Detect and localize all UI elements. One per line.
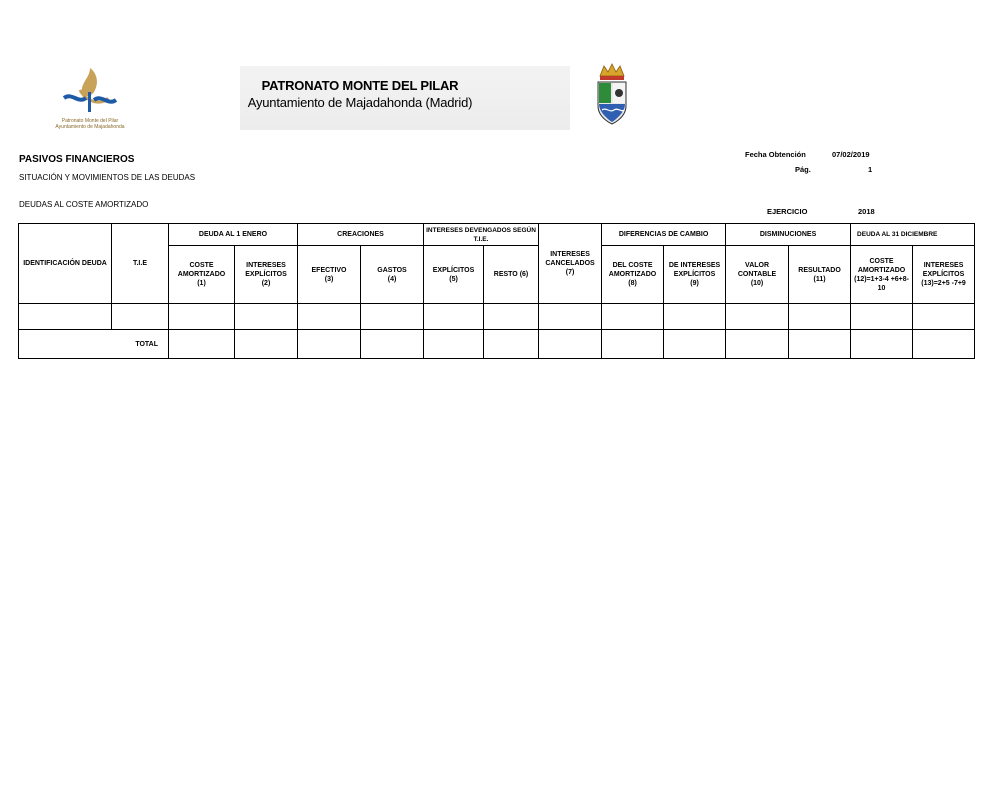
col-label: VALOR CONTABLE	[737, 262, 777, 278]
col-num: (3)	[324, 275, 334, 283]
col-resultado-11	[789, 246, 851, 304]
debt-table	[18, 223, 975, 359]
col-gastos-4	[361, 246, 424, 304]
col-num: (9)	[690, 280, 699, 287]
col-num: (10)	[750, 280, 764, 287]
col-num: (1)	[197, 280, 206, 287]
table-cell	[726, 330, 789, 359]
table-cell	[424, 330, 484, 359]
col-coste-amortizado-1	[169, 246, 235, 304]
table-cell	[112, 304, 169, 330]
table-cell	[19, 304, 112, 330]
table-cell	[602, 304, 664, 330]
table-cell	[361, 304, 424, 330]
total-label: TOTAL	[19, 330, 169, 359]
col-intereses-cancelados-num: (7)	[565, 269, 575, 276]
col-identificacion-deuda: IDENTIFICACIÓN DEUDA	[19, 224, 112, 304]
coat-of-arms-icon	[592, 62, 632, 132]
col-intereses-cancelados	[539, 224, 602, 304]
date-value: 07/02/2019	[832, 150, 870, 159]
col-intereses-cancelados-label: INTERESES CANCELADOS	[545, 251, 595, 267]
col-del-coste-amortizado-8	[602, 246, 664, 304]
col-de-intereses-explicitos-9	[664, 246, 726, 304]
col-num: (4)	[387, 275, 397, 283]
col-num: (5)	[449, 275, 458, 283]
col-num: (8)	[628, 280, 637, 287]
col-num: (12)=1+3-4 +6+8-10	[854, 275, 909, 292]
table-cell	[298, 330, 361, 359]
col-resto-6: RESTO (6)	[484, 246, 539, 304]
col-label: EXPLÍCITOS	[432, 266, 475, 274]
col-explicitos-5	[424, 246, 484, 304]
year-label: EJERCICIO	[767, 207, 808, 216]
group-creaciones: CREACIONES	[298, 224, 424, 246]
group-deuda-diciembre: DEUDA AL 31 DICIEMBRE	[851, 224, 975, 246]
col-efectivo-3	[298, 246, 361, 304]
table-cell	[851, 304, 913, 330]
table-cell	[664, 304, 726, 330]
col-coste-amortizado-12	[851, 246, 913, 304]
col-label: RESULTADO	[798, 266, 841, 274]
col-intereses-explicitos-2	[235, 246, 298, 304]
col-num: (11)	[813, 275, 826, 283]
table-cell	[361, 330, 424, 359]
col-num: (13)=2+5 -7+9	[921, 280, 966, 287]
col-label: DEL COSTE AMORTIZADO	[608, 262, 657, 278]
table-cell	[539, 304, 602, 330]
group-disminuciones: DISMINUCIONES	[726, 224, 851, 246]
table-cell	[539, 330, 602, 359]
page-value: 1	[868, 165, 873, 174]
table-header-row-groups	[19, 224, 975, 246]
logo-caption-line1: Patronato Monte del Pilar	[61, 118, 119, 124]
table-cell	[424, 304, 484, 330]
table-cell	[913, 304, 975, 330]
logo-caption-line2: Ayuntamiento de Majadahonda	[55, 124, 125, 130]
report-subtitle: SITUACIÓN Y MOVIMIENTOS DE LAS DEUDAS	[19, 173, 196, 182]
table-cell	[298, 304, 361, 330]
table-cell	[169, 330, 235, 359]
group-diferencias-cambio: DIFERENCIAS DE CAMBIO	[602, 224, 726, 246]
col-label: INTERESES EXPLÍCITOS	[245, 262, 287, 278]
col-label: COSTE AMORTIZADO	[177, 262, 226, 278]
col-valor-contable-10	[726, 246, 789, 304]
logo-caption	[48, 118, 132, 130]
table-cell	[602, 330, 664, 359]
col-label: EFECTIVO	[311, 266, 347, 274]
group-intereses-devengados: INTERESES DEVENGADOS SEGÚN T.I.E.	[424, 224, 539, 246]
year-value: 2018	[858, 207, 875, 216]
table-cell	[235, 304, 298, 330]
col-tie: T.I.E	[112, 224, 169, 304]
report-title: PASIVOS FINANCIEROS	[19, 154, 135, 165]
table-cell	[726, 304, 789, 330]
table-cell	[789, 330, 851, 359]
table-total-row	[19, 330, 975, 359]
date-label: Fecha Obtención	[745, 150, 806, 159]
col-num: (2)	[261, 280, 271, 287]
table-cell	[851, 330, 913, 359]
table-cell	[664, 330, 726, 359]
table-cell	[235, 330, 298, 359]
org-name: PATRONATO MONTE DEL PILAR	[261, 78, 459, 93]
org-subtitle: Ayuntamiento de Majadahonda (Madrid)	[247, 95, 473, 110]
col-label: DE INTERESES EXPLÍCITOS	[668, 262, 721, 278]
group-deuda-enero: DEUDA AL 1 ENERO	[169, 224, 298, 246]
col-label: INTERESES EXPLÍCITOS	[922, 262, 965, 278]
report-section: DEUDAS AL COSTE AMORTIZADO	[19, 200, 149, 209]
table-cell	[484, 304, 539, 330]
table-cell	[913, 330, 975, 359]
page-label: Pág.	[795, 165, 811, 174]
table-cell	[484, 330, 539, 359]
table-row	[19, 304, 975, 330]
table-cell	[169, 304, 235, 330]
col-label: GASTOS	[377, 266, 407, 274]
table-cell	[789, 304, 851, 330]
col-label: COSTE AMORTIZADO	[857, 257, 906, 274]
col-intereses-explicitos-13	[913, 246, 975, 304]
